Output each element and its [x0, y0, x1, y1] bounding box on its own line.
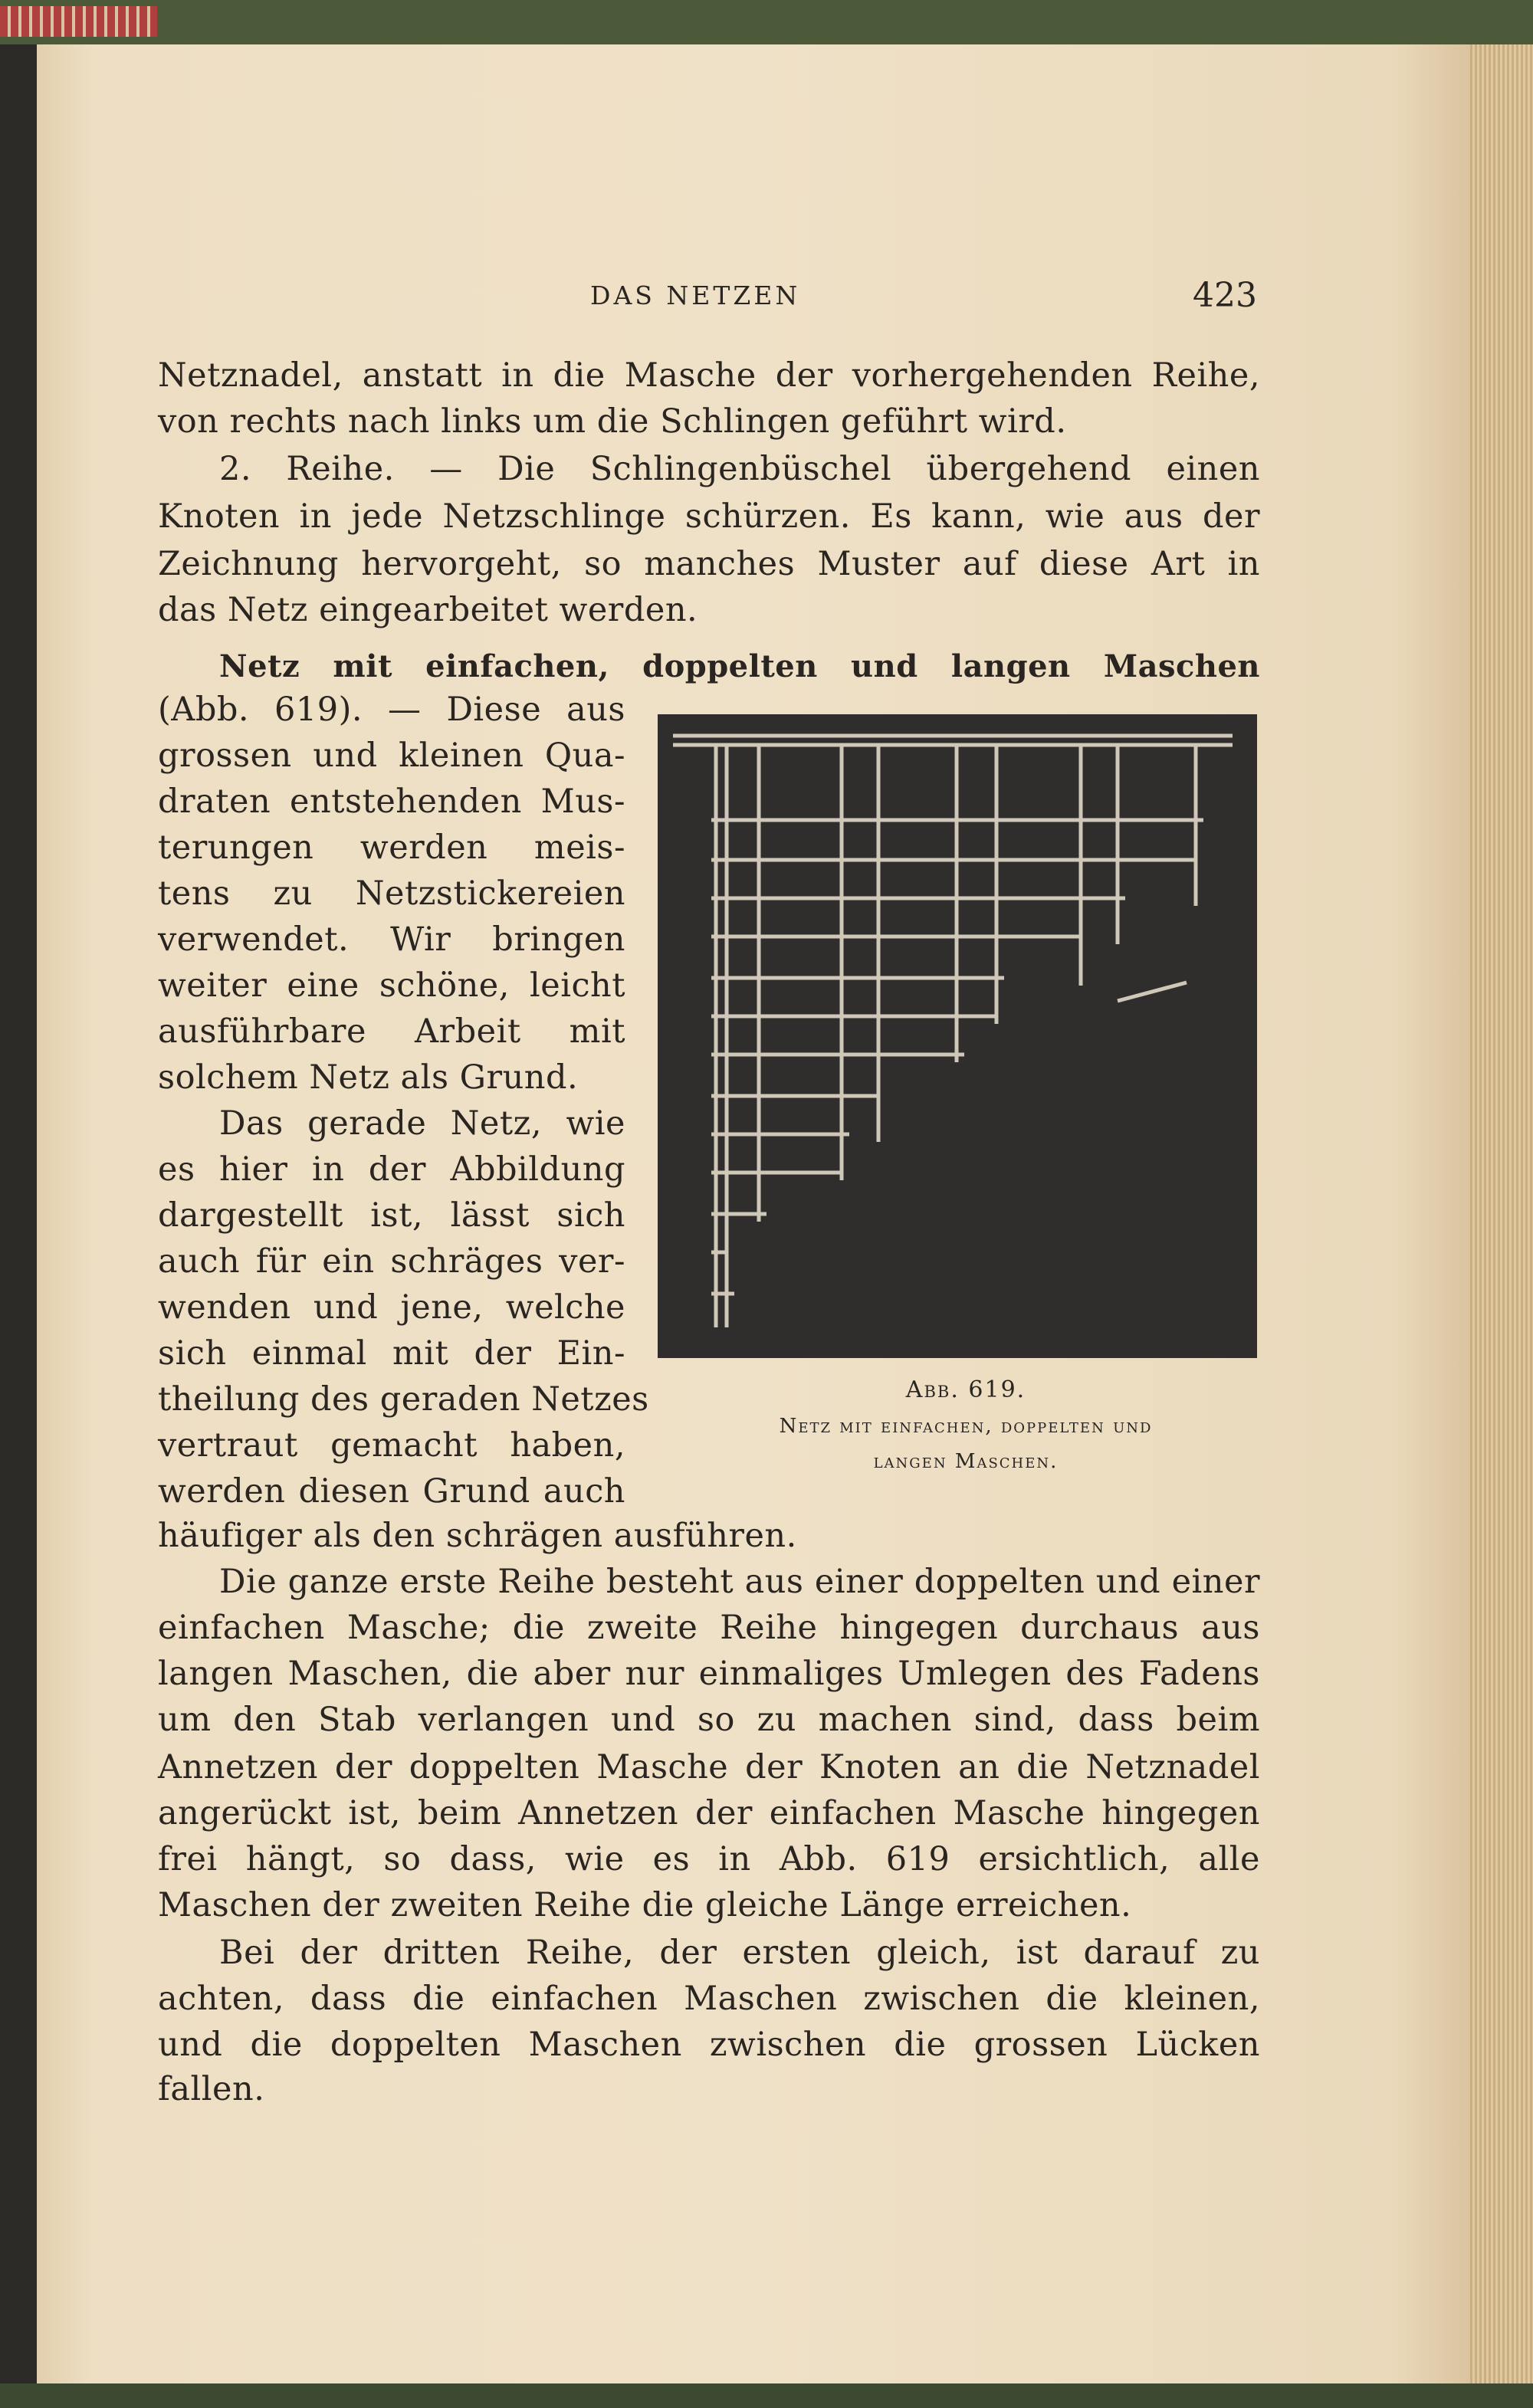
page-edges	[1470, 44, 1533, 2383]
text-line: grossen und kleinen Qua-	[158, 737, 625, 775]
text-line: solchem Netz als Grund.	[158, 1058, 579, 1097]
figure-caption-line-2: langen Maschen.	[873, 1450, 1059, 1473]
text-line: Die ganze erste Reihe besteht aus einer doppelten und einer	[219, 1563, 1260, 1601]
figure-net-photo	[658, 714, 1257, 1358]
text-line: fallen.	[158, 2070, 265, 2108]
text-line: auch für ein schräges ver-	[158, 1242, 625, 1281]
text-line: Zeichnung hervorgeht, so manches Muster auf diese Art in	[158, 545, 1260, 583]
text-line: (Abb. 619). — Diese aus	[158, 691, 625, 729]
text-line: draten entstehenden Mus-	[158, 782, 625, 821]
section-heading: Netz mit einfachen, doppelten und langen Maschen	[219, 648, 1260, 684]
text-line: Annetzen der doppelten Masche der Knoten an die Netznadel	[158, 1748, 1260, 1786]
book-top-edge	[0, 0, 1533, 44]
text-line: Maschen der zweiten Reihe die gleiche Länge erreichen.	[158, 1886, 1132, 1924]
running-title: DAS NETZEN	[590, 280, 801, 310]
text-line: verwendet. Wir bringen	[158, 920, 625, 959]
text-line: werden diesen Grund auch	[158, 1472, 625, 1511]
text-line: Bei der dritten Reihe, der ersten gleich, ist darauf zu	[219, 1934, 1260, 1972]
text-line: achten, dass die einfachen Maschen zwischen die kleinen,	[158, 1980, 1260, 2018]
text-line: häufiger als den schrägen ausführen.	[158, 1517, 797, 1555]
text-line: Netznadel, anstatt in die Masche der vorhergehenden Reihe,	[158, 356, 1260, 395]
text-line: sich einmal mit der Ein-	[158, 1334, 625, 1373]
text-line: 2. Reihe. — Die Schlingenbüschel übergehend einen	[219, 450, 1260, 488]
text-line: tens zu Netzstickereien	[158, 874, 625, 913]
text-line: terungen werden meis-	[158, 828, 625, 867]
text-line: weiter eine schöne, leicht	[158, 966, 625, 1005]
text-line: theilung des geraden Netzes	[158, 1380, 649, 1419]
figure-label: Abb. 619.	[905, 1376, 1026, 1403]
text-line: angerückt ist, beim Annetzen der einfachen Masche hingegen	[158, 1794, 1260, 1832]
text-line: frei hängt, so dass, wie es in Abb. 619 ersichtlich, alle	[158, 1840, 1260, 1878]
text-line: es hier in der Abbildung	[158, 1150, 625, 1189]
text-line: und die doppelten Maschen zwischen die grossen Lücken	[158, 2026, 1260, 2064]
text-line: von rechts nach links um die Schlingen geführt wird.	[158, 402, 1067, 441]
text-line: das Netz eingearbeitet werden.	[158, 591, 698, 629]
text-line: ausführbare Arbeit mit	[158, 1012, 625, 1051]
net-illustration	[658, 714, 1257, 1358]
text-line: einfachen Masche; die zweite Reihe hingegen durchaus aus	[158, 1609, 1260, 1647]
text-line: Das gerade Netz, wie	[219, 1104, 625, 1143]
figure-caption-line-1: Netz mit einfachen, doppelten und	[779, 1415, 1153, 1438]
text-line: vertraut gemacht haben,	[158, 1426, 625, 1465]
net-loose-thread	[1118, 983, 1187, 1001]
text-line: um den Stab verlangen und so zu machen sind, dass beim	[158, 1701, 1260, 1739]
text-line: wenden und jene, welche	[158, 1288, 625, 1327]
text-line: dargestellt ist, lässt sich	[158, 1196, 625, 1235]
page-number: 423	[1193, 276, 1257, 315]
text-line: langen Maschen, die aber nur einmaliges Umlegen des Fadens	[158, 1655, 1260, 1693]
text-line: Knoten in jede Netzschlinge schürzen. Es kann, wie aus der	[158, 497, 1260, 536]
bookmark-ribbon	[0, 6, 157, 37]
book-bottom-edge	[0, 2383, 1533, 2408]
